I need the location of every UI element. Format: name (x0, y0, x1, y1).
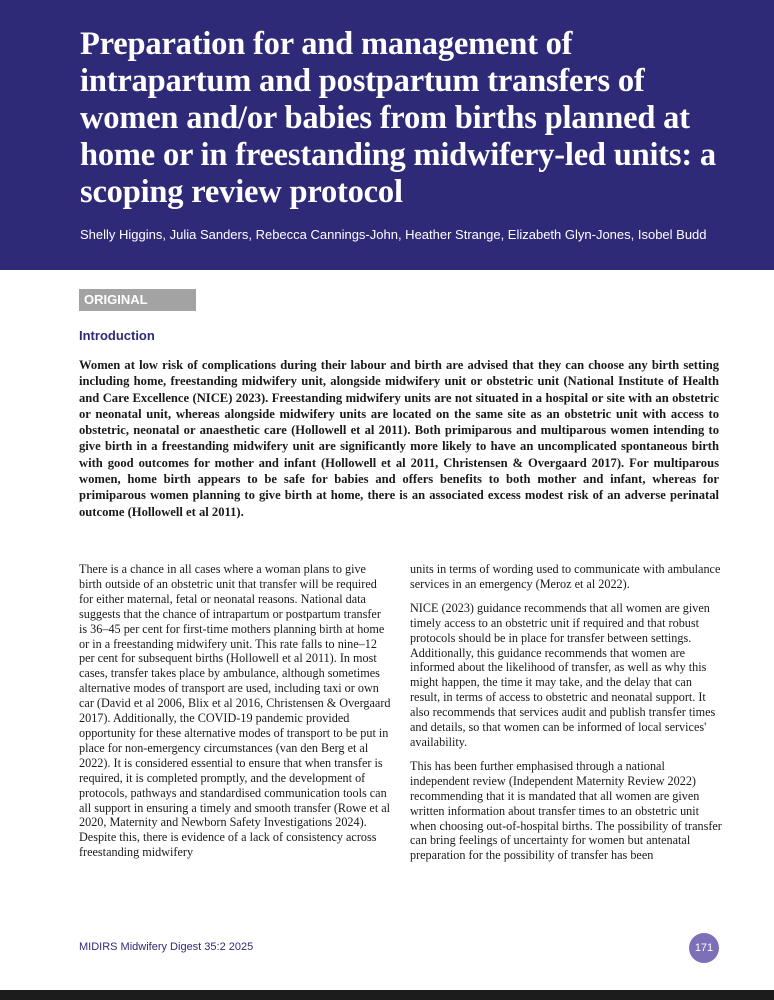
journal-citation: MIDIRS Midwifery Digest 35:2 2025 (79, 941, 254, 953)
body-column-left (79, 562, 391, 869)
article-header (0, 0, 774, 270)
section-heading-introduction: Introduction (79, 328, 155, 343)
body-paragraph: This has been further emphasised through a national independent review (Independent Maternity Review 2022) recommending that it is mandated that all women are given written information about transfer times to an obstetric unit when choosing out-of-hospital births. The possibility of transfer can bring feelings of uncertainty for women but antenatal preparation for the possibility of transfer has been (410, 758, 722, 863)
body-paragraph: NICE (2023) guidance recommends that all women are given timely access to an obstetric unit if required and that robust protocols should be in place for transfer between settings. Additionally, this guidance recommends that women are informed about the likelihood of transfer, as well as why this might happen, the time it may take, and the delay that can result, in terms of access to obstetric and neonatal support. It also recommends that services audit and publish transfer times and details, so that women can be informed of local services' availability. (410, 600, 716, 749)
body-column-right (410, 562, 722, 872)
intro-paragraph: Women at low risk of complications during their labour and birth are advised that they can choose any birth setting including home, freestanding midwifery unit, alongside midwifery unit or obstetric unit (National Institute of Health and Care Excellence (NICE) 2023). Freestanding midwifery units are not situated in a hospital or site with an obstetric or neonatal unit, whereas alongside midwifery units are located on the same site as an obstetric unit with access to obstetric, neonatal or anaesthetic care (Hollowell et al 2011). Both primiparous and multiparous women intending to give birth in a freestanding midwifery unit are significantly more likely to have an uncomplicated spontaneous birth with good outcomes for mother and infant (Hollowell et al 2011, Christensen & Overgaard 2017). For multiparous women, home birth appears to be safe for babies and offers benefits to both mother and infant, whereas for primiparous women planning to give birth at home, there is an associated excess modest risk of an adverse perinatal outcome (Hollowell et al 2011). (79, 358, 719, 519)
article-title: Preparation for and management of intrapartum and postpartum transfers of women and/or babies from births planned at home or in freestanding midwifery-led units: a scoping review protocol (80, 26, 716, 210)
body-paragraph: units in terms of wording used to communicate with ambulance services in an emergency (Meroz et al 2022). (410, 562, 721, 591)
author-list: Shelly Higgins, Julia Sanders, Rebecca Cannings-John, Heather Strange, Elizabeth Glyn-Jones, Isobel Budd (80, 227, 707, 242)
article-type-badge: ORIGINAL (79, 289, 196, 311)
body-paragraph: There is a chance in all cases where a woman plans to give birth outside of an obstetric unit that transfer will be required for either maternal, fetal or neonatal reasons. National data suggests that the chance of intrapartum or postpartum transfer is 36–45 per cent for first-time mothers planning birth at home or in a freestanding midwifery unit. This rate falls to nine–12 per cent for subsequent births (Hollowell et al 2011). In most cases, transfer takes place by ambulance, although sometimes alternative modes of transport are used, including taxi or own car (David et al 2006, Blix et al 2016, Christensen & Overgaard 2017). Additionally, the COVID-19 pandemic provided opportunity for these alternative modes of transport to be put in place for non-emergency circumstances (van den Berg et al 2022). It is considered essential to ensure that when transfer is required, it is completed promptly, and the development of protocols, pathways and standardised communication tools can all support in ensuring a timely and smooth transfer (Rowe et al 2020, Maternity and Newborn Safety Investigations 2024). Despite this, there is evidence of a lack of consistency across freestanding midwifery (79, 562, 391, 860)
page-number-badge: 171 (689, 933, 719, 963)
bottom-bar (0, 990, 774, 1000)
